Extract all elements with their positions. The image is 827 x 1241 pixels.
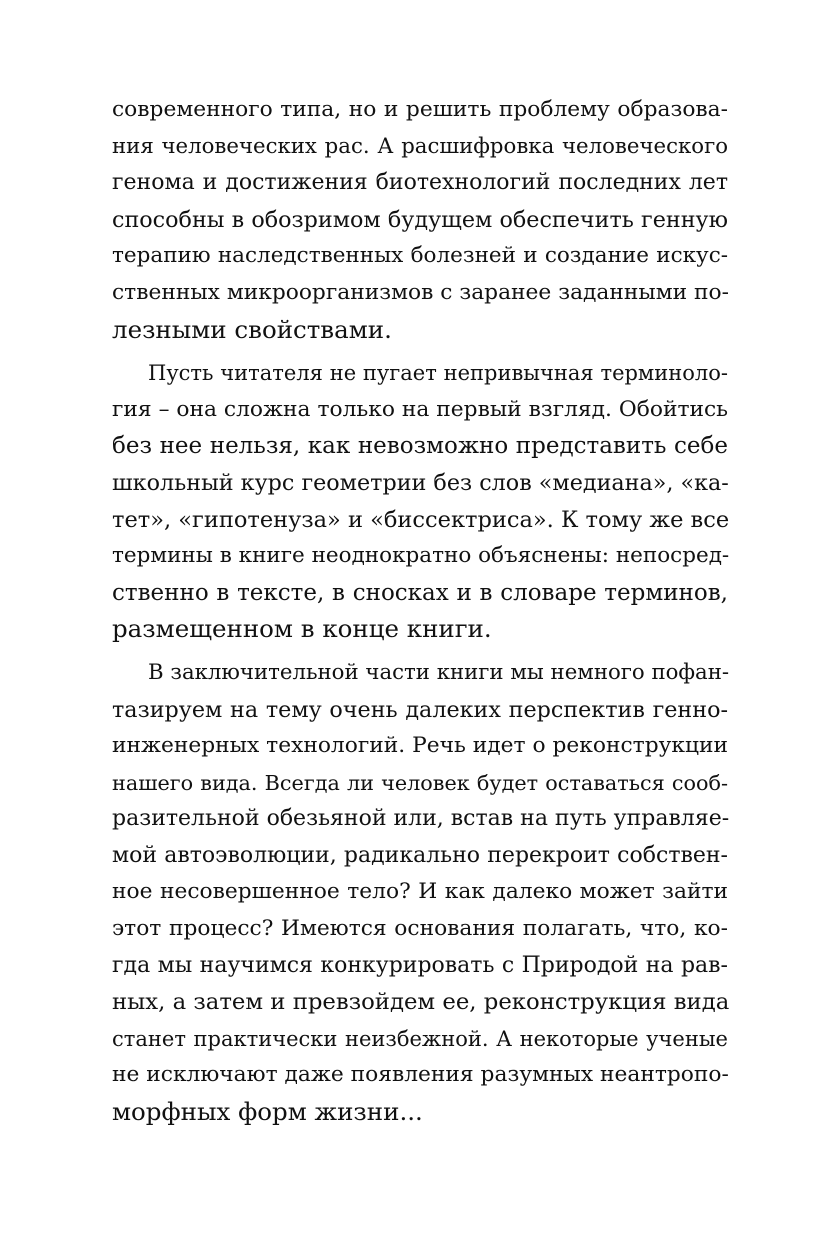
text-line: Пусть читателя не пугает непривычная терминоло-	[148, 361, 728, 386]
text-line: гия – она сложна только на первый взгляд. Обойтись	[112, 396, 728, 422]
text-line: генома и достижения биотехнологий последних лет	[112, 170, 728, 196]
text-line: современного типа, но и решить проблему образова-	[112, 97, 728, 122]
text-line: инженерных технологий. Речь идет о реконструкции	[112, 733, 728, 759]
text-line: термины в книге неоднократно объяснены: непосред-	[112, 543, 730, 569]
text-line: способны в обозримом будущем обеспечить генную	[112, 206, 728, 233]
text-line: терапию наследственных болезней и создание искус-	[112, 243, 728, 269]
text-line: без нее нельзя, как невозможно представить себе	[112, 433, 728, 460]
text-line: ния человеческих рас. А расшифровка человеческого	[112, 133, 728, 159]
text-line: ных, а затем и превзойдем ее, реконструкция вида	[112, 989, 730, 1016]
text-line: тет», «гипотенуза» и «биссектриса». К тому же все	[112, 506, 730, 533]
paragraph-1	[112, 92, 728, 348]
text-line: этот процесс? Имеются основания полагать, что, ко-	[112, 916, 728, 942]
text-line: В заключительной части книги мы немного пофан-	[148, 659, 730, 685]
text-line: гда мы научимся конкурировать с Природой на рав-	[112, 952, 728, 978]
text-line: школьный курс геометрии без слов «медиана», «ка-	[112, 469, 729, 496]
paragraph-3	[112, 655, 728, 1131]
text-line: разительной обезьяной или, встав на путь управляе-	[112, 806, 730, 832]
text-line: мой автоэволюции, радикально перекроит собствен-	[112, 842, 728, 868]
text-line: ное несовершенное тело? И как далеко может зайти	[112, 879, 728, 905]
text-line: размещенном в конце книги.	[112, 614, 492, 644]
text-line: нашего вида. Всегда ли человек будет оставаться сооб-	[112, 770, 728, 795]
text-line: лезными свойствами.	[112, 314, 392, 344]
paragraph-2	[112, 355, 728, 648]
body-text	[112, 92, 728, 1131]
text-line: тазируем на тему очень далеких перспектив генно-	[112, 696, 728, 723]
text-line: морфных форм жизни...	[112, 1097, 423, 1127]
text-line: не исключают даже появления разумных неантропо-	[112, 1062, 729, 1088]
text-line: ственно в тексте, в сносках и в словаре терминов,	[112, 579, 728, 606]
text-line: станет практически неизбежной. А некоторые ученые	[112, 1026, 728, 1051]
text-line: ственных микроорганизмов с заранее заданными по-	[112, 279, 729, 305]
